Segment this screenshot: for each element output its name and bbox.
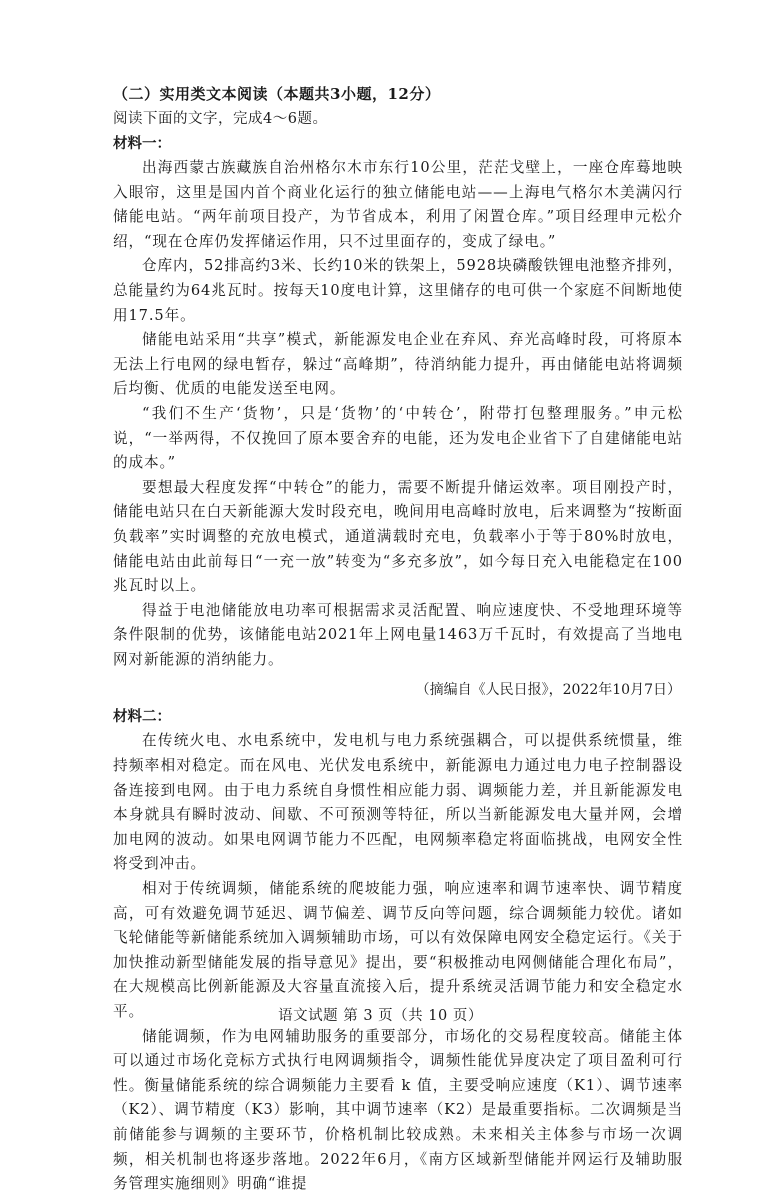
section-title: （二）实用类文本阅读（本题共3小题，12分） <box>113 85 441 103</box>
paragraph: 要想最大程度发挥“中转仓”的能力，需要不断提升储运效率。项目刚投产时，储能电站只在白天新能源大发时段充电，晚间用电高峰时放电，后来调整为“按断面负载率”实时调整的充放电模式，通道满载时充电，负载率小于等于80%时放电，储能电站由此前每日“一充一放”转变为“多充多放”，如今每日充入电能稳定在100兆瓦时以上。 <box>113 478 683 595</box>
page-footer: 语文试题 第 3 页（共 10 页） <box>278 1008 483 1024</box>
paragraph: “我们不生产‘货物’，只是‘货物’的‘中转仓’，附带打包整理服务。”申元松说，“一举两得，不仅挽回了原本要舍弃的电能，还为发电企业省下了自建储能电站的成本。” <box>113 404 683 472</box>
paragraph: 储能调频，作为电网辅助服务的重要部分，市场化的交易程度较高。储能主体可以通过市场化竞标方式执行电网调频指令，调频性能优异度决定了项目盈利可行性。衡量储能系统的综合调频能力主要看 k 值，主要受响应速度（K1）、调节速率（K2）、调节精度（K3）影响，其中调节速率（K2）是最重要指标。二次调频是当前储能参与调频的主要环节，价格机制比较成熟。未来相关主体参与市场一次调频，相关机制也将逐步落地。2022年6月，《南方区域新型储能并网运行及辅助服务管理实施细则》明确“谁提 <box>113 1027 683 1193</box>
material-one-heading: 材料一： <box>113 135 171 152</box>
paragraph: 仓库内，52排高约3米、长约10米的铁架上，5928块磷酸铁锂电池整齐排列，总能量约为64兆瓦时。按每天10度电计算，这里储存的电可供一个家庭不间断地使用17.5年。 <box>113 257 683 324</box>
paragraph: 相对于传统调频，储能系统的爬坡能力强，响应速率和调节速率快、调节精度高，可有效避免调节延迟、调节偏差、调节反向等问题，综合调频能力较优。诸如飞轮储能等新储能系统加入调频辅助市场，可以有效保障电网安全稳定运行。《关于加快推动新型储能发展的指导意见》提出，要“积极推动电网侧储能合理化布局”，在大规模高比例新能源及大容量直流接入后，提升系统灵活调节能力和安全稳定水平。 <box>113 880 683 1020</box>
exam-page <box>113 84 683 1197</box>
source-citation: （摘编自《人民日报》，2022年10月7日） <box>415 682 681 699</box>
material-two <box>113 706 683 1196</box>
material-one <box>113 133 683 702</box>
paragraph: 出海西蒙古族藏族自治州格尔木市东行10公里，茫茫戈壁上，一座仓库蓦地映入眼帘，这里是国内首个商业化运行的独立储能电站——上海电气格尔木美满闪行储能电站。“两年前项目投产，为节省成本，利用了闲置仓库。”项目经理申元松介绍，“现在仓库仍发挥储运作用，只不过里面存的，变成了绿电。” <box>113 159 683 250</box>
paragraph: 在传统火电、水电系统中，发电机与电力系统强耦合，可以提供系统惯量，维持频率相对稳定。而在风电、光伏发电系统中，新能源电力通过电力电子控制器设备连接到电网。由于电力系统自身惯性相应能力弱、调频能力差，并且新能源发电本身就具有瞬时波动、间歇、不可预测等特征，所以当新能源发电大量并网，会增加电网的波动。如果电网调节能力不匹配，电网频率稳定将面临挑战，电网安全性将受到冲击。 <box>113 732 683 873</box>
material-two-heading: 材料二： <box>113 708 171 726</box>
paragraph: 得益于电池储能放电功率可根据需求灵活配置、响应速度快、不受地理环境等条件限制的优势，该储能电站2021年上网电量1463万千瓦时，有效提高了当地电网对新能源的消纳能力。 <box>113 601 683 668</box>
paragraph: 储能电站采用“共享”模式，新能源发电企业在弃风、弃光高峰时段，可将原本无法上行电网的绿电暂存，躲过“高峰期”，待消纳能力提升，再由储能电站将调频后均衡、优质的电能发送至电网。 <box>113 331 683 398</box>
instruction: 阅读下面的文字，完成4～6题。 <box>113 111 328 127</box>
